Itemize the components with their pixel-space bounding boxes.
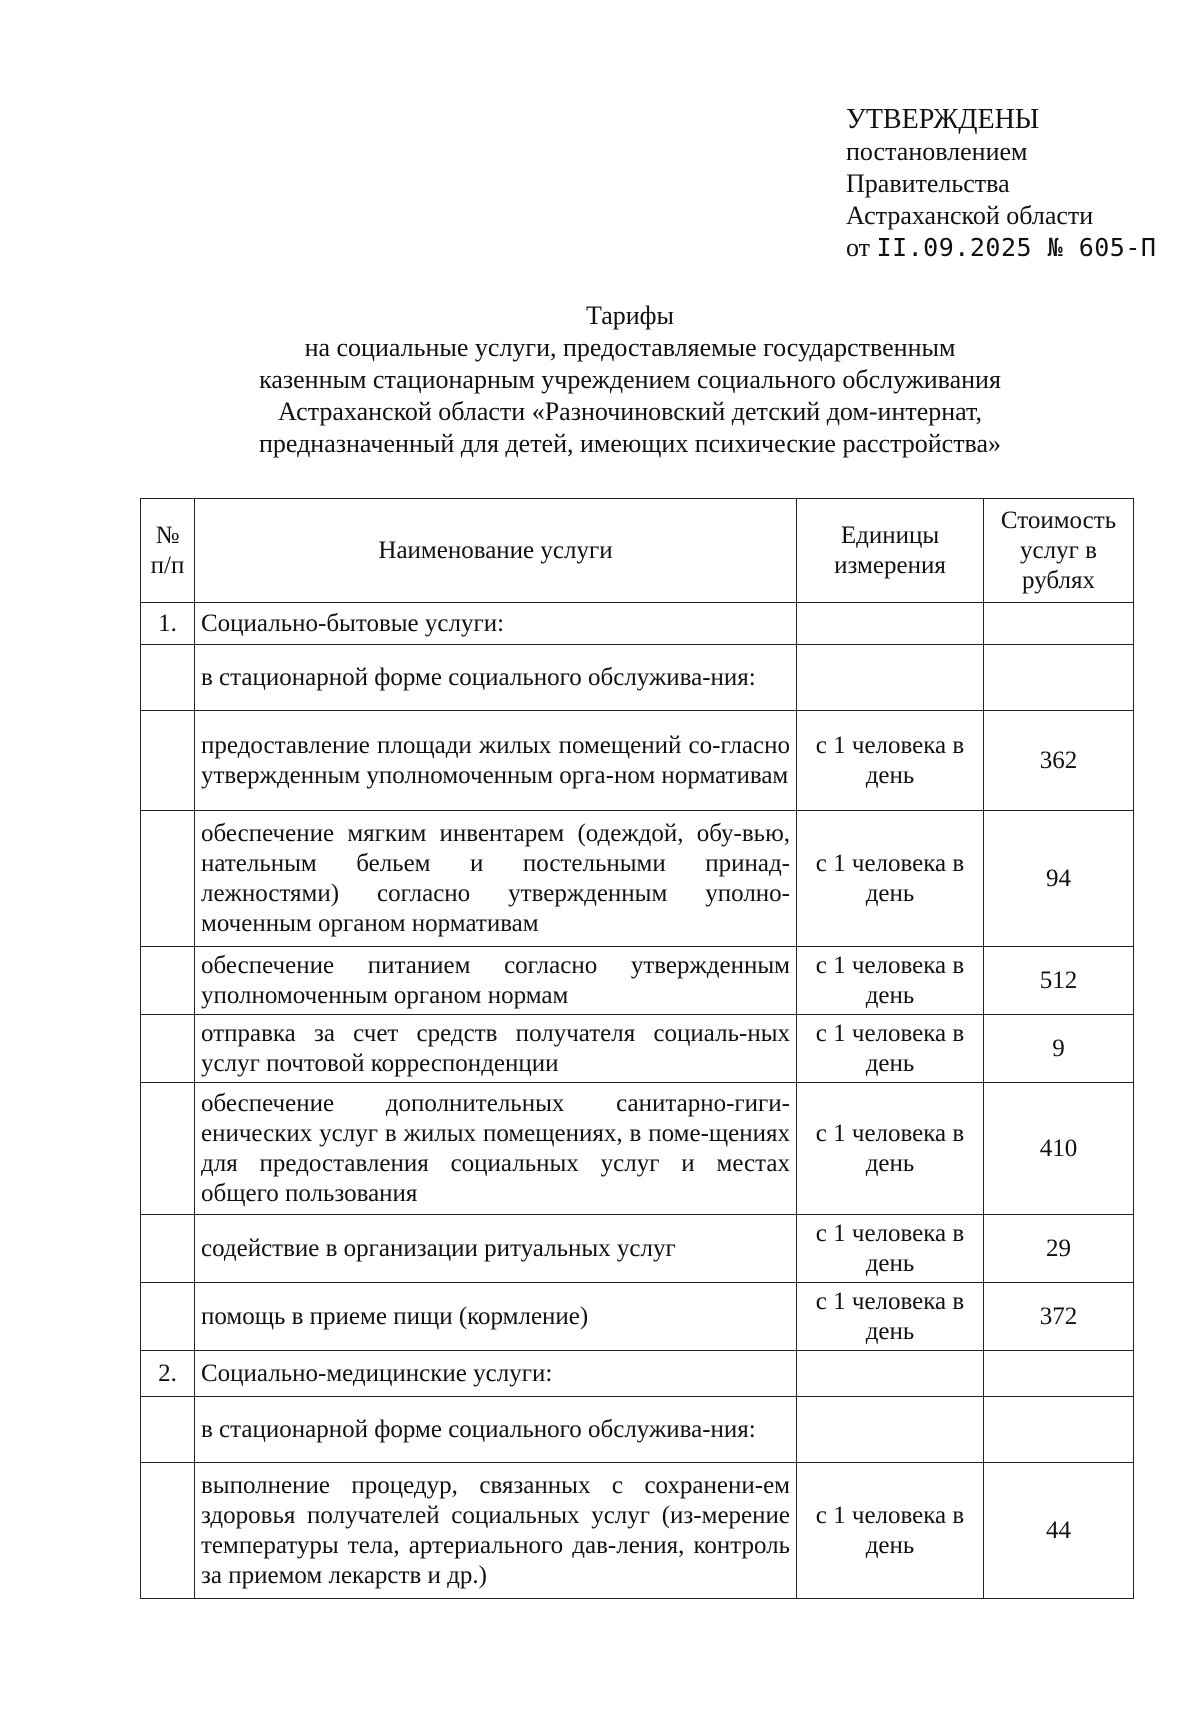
document-subtitle-line: Астраханской области «Разночиновский детский дом-интернат, (278, 397, 982, 426)
approval-date (846, 232, 1156, 264)
table-row (141, 1283, 1134, 1351)
cell-name: обеспечение мягким инвентарем (одеждой, обу-вью, нательным бельем и постельными принад-лежностями) согласно утвержденным уполно-моченным органом нормативам (195, 811, 797, 947)
cell-cost (984, 645, 1134, 711)
cell-num (141, 811, 195, 947)
table-row (141, 947, 1134, 1015)
cell-num (141, 711, 195, 811)
table-row (141, 1083, 1134, 1215)
document-heading (130, 300, 1130, 460)
cell-num (141, 1397, 195, 1463)
table-body (141, 603, 1134, 1599)
cell-unit: с 1 человека в день (797, 1215, 984, 1283)
header-name: Наименование услуги (195, 499, 797, 603)
cell-unit: с 1 человека в день (797, 1015, 984, 1083)
cell-num (141, 1083, 195, 1215)
approval-line: Правительства (846, 169, 1010, 198)
table-row (141, 1351, 1134, 1397)
cell-cost: 372 (984, 1283, 1134, 1351)
header-unit: Единицы измерения (797, 499, 984, 603)
cell-name: выполнение процедур, связанных с сохранени-ем здоровья получателей социальных услуг (из-мерение температуры тела, артериального дав-ления, контроль за приемом лекарств и др.) (195, 1463, 797, 1599)
document-subtitle-line: предназначенный для детей, имеющих психические расстройства» (258, 429, 1002, 458)
cell-name: Социально-бытовые услуги: (195, 603, 797, 645)
document-subtitle-line: на социальные услуги, предоставляемые государственным (304, 333, 956, 362)
cell-name: в стационарной форме социального обслужива-ния: (195, 645, 797, 711)
cell-name: отправка за счет средств получателя социаль-ных услуг почтовой корреспонденции (195, 1015, 797, 1083)
cell-cost (984, 1351, 1134, 1397)
cell-name: обеспечение дополнительных санитарно-гиги-енических услуг в жилых помещениях, в поме-щениях для предоставления социальных услуг и местах общего пользования (195, 1083, 797, 1215)
table-row (141, 811, 1134, 947)
table-row (141, 1015, 1134, 1083)
cell-num (141, 1463, 195, 1599)
approval-date-prefix: от (846, 233, 871, 262)
cell-cost: 512 (984, 947, 1134, 1015)
cell-cost: 410 (984, 1083, 1134, 1215)
approval-line: постановлением (846, 137, 1028, 166)
header-num: № п/п (141, 499, 195, 603)
cell-num (141, 1215, 195, 1283)
cell-cost (984, 603, 1134, 645)
cell-unit: с 1 человека в день (797, 811, 984, 947)
approval-title: УТВЕРЖДЕНЫ (846, 104, 1040, 135)
cell-num (141, 645, 195, 711)
cell-unit: с 1 человека в день (797, 1283, 984, 1351)
table-header-row (141, 499, 1134, 603)
approval-date-stamp: II.09.2025 № 605-П (876, 233, 1157, 262)
approval-block (846, 104, 1156, 264)
document-subtitle-line: казенным стационарным учреждением социального обслуживания (259, 365, 1001, 394)
cell-cost: 29 (984, 1215, 1134, 1283)
cell-num: 1. (141, 603, 195, 645)
cell-name: предоставление площади жилых помещений со-гласно утвержденным уполномоченным орга-ном нормативам (195, 711, 797, 811)
cell-name: Социально-медицинские услуги: (195, 1351, 797, 1397)
cell-unit: с 1 человека в день (797, 711, 984, 811)
header-cost: Стоимость услуг в рублях (984, 499, 1134, 603)
cell-num (141, 1283, 195, 1351)
cell-unit: с 1 человека в день (797, 1463, 984, 1599)
table-row (141, 1397, 1134, 1463)
cell-unit (797, 603, 984, 645)
cell-cost: 44 (984, 1463, 1134, 1599)
cell-num: 2. (141, 1351, 195, 1397)
cell-name: помощь в приеме пищи (кормление) (195, 1283, 797, 1351)
cell-unit (797, 1351, 984, 1397)
cell-unit (797, 645, 984, 711)
cell-unit: с 1 человека в день (797, 947, 984, 1015)
document-title: Тарифы (585, 301, 674, 330)
cell-num (141, 947, 195, 1015)
tariffs-table (140, 498, 1134, 1599)
approval-line: Астраханской области (846, 201, 1094, 230)
table-row (141, 711, 1134, 811)
table-row (141, 645, 1134, 711)
cell-unit (797, 1397, 984, 1463)
cell-cost: 362 (984, 711, 1134, 811)
cell-name: обеспечение питанием согласно утвержденным уполномоченным органом нормам (195, 947, 797, 1015)
table-row (141, 1463, 1134, 1599)
table-row (141, 603, 1134, 645)
cell-cost: 9 (984, 1015, 1134, 1083)
cell-name: содействие в организации ритуальных услуг (195, 1215, 797, 1283)
cell-unit: с 1 человека в день (797, 1083, 984, 1215)
cell-name: в стационарной форме социального обслужива-ния: (195, 1397, 797, 1463)
table-row (141, 1215, 1134, 1283)
cell-cost (984, 1397, 1134, 1463)
cell-num (141, 1015, 195, 1083)
cell-cost: 94 (984, 811, 1134, 947)
